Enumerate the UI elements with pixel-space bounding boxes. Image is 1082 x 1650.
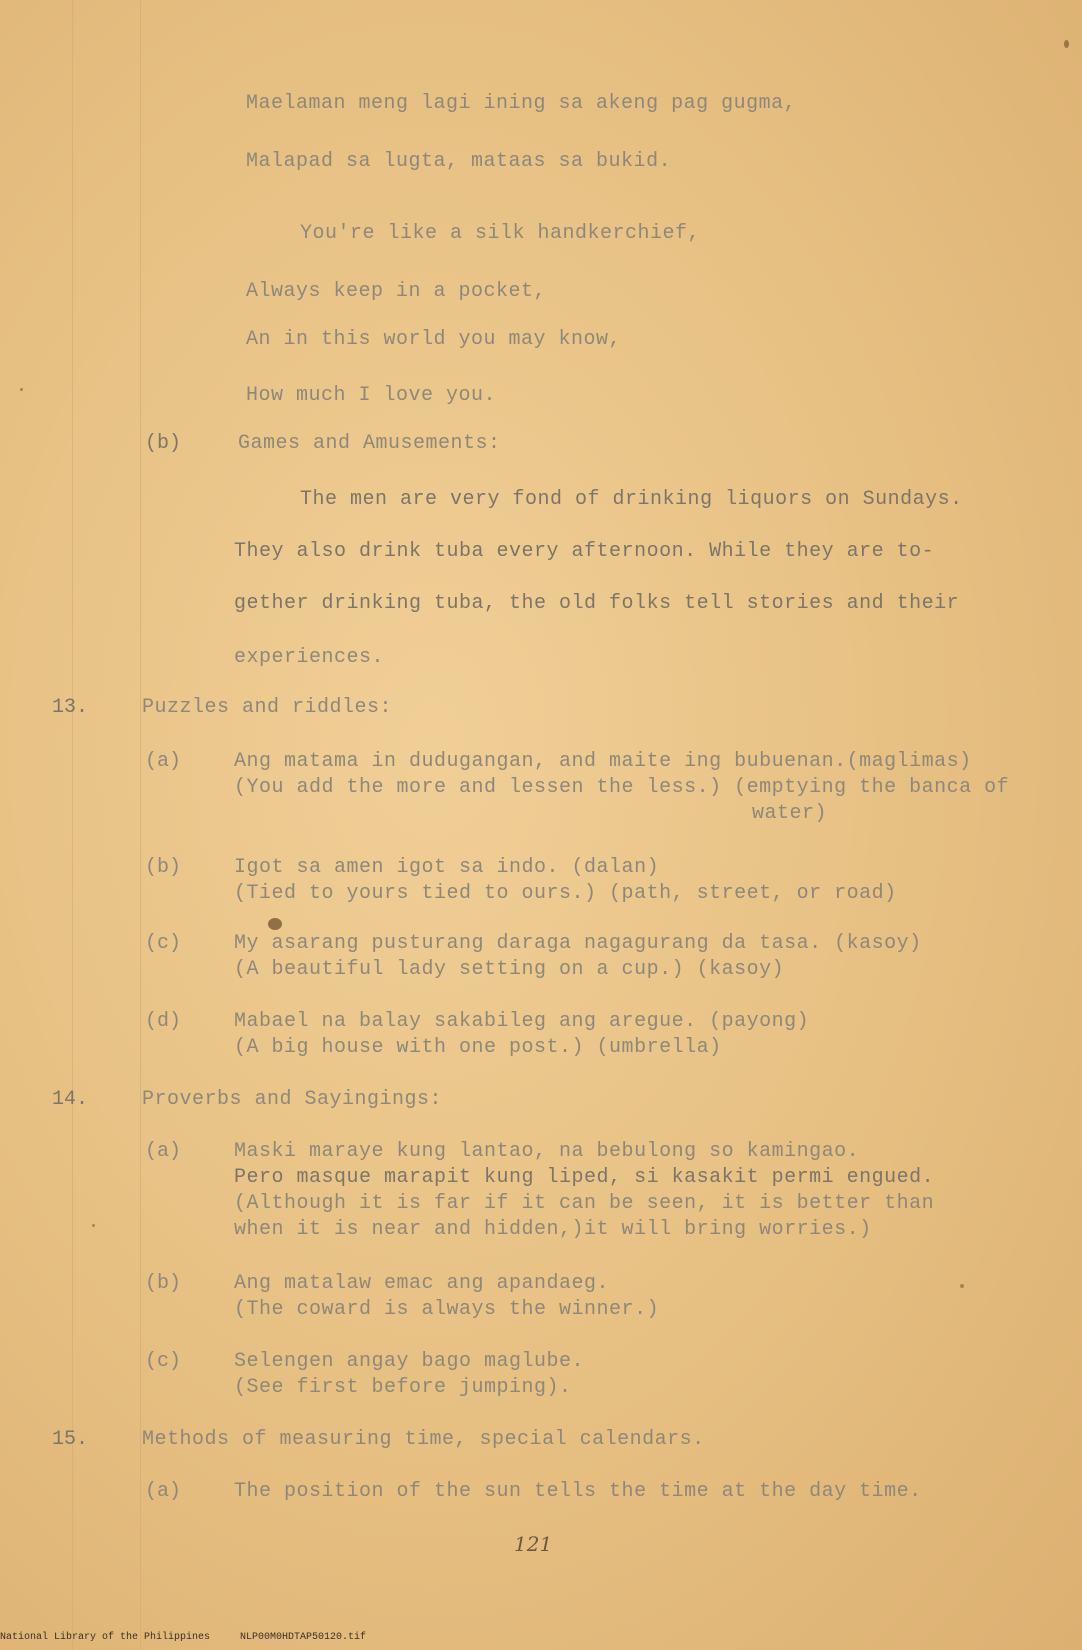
paper-speck (20, 388, 23, 391)
section-number: 13. (52, 696, 89, 719)
scan-footer: National Library of the Philippines NLP00M0HDTAP50120.tif (0, 1632, 367, 1643)
section-number: 14. (52, 1088, 89, 1111)
item-label: (b) (145, 856, 182, 879)
page-number: 121 (514, 1532, 553, 1556)
translation-line: Always keep in a pocket, (246, 280, 547, 303)
translation-line: You're like a silk handkerchief, (300, 222, 701, 245)
item-line: (The coward is always the winner.) (234, 1298, 660, 1321)
item-label: (a) (145, 1480, 182, 1503)
item-line: (A big house with one post.) (umbrella) (234, 1036, 722, 1059)
section-number: 15. (52, 1428, 89, 1451)
games-paragraph-line: They also drink tuba every afternoon. While they are to- (234, 540, 935, 563)
games-label: (b) (145, 432, 182, 455)
section-heading: Puzzles and riddles: (142, 696, 393, 719)
item-line: Ang matama in dudugangan, and maite ing bubuenan.(maglimas) (234, 750, 972, 773)
section-heading: Proverbs and Sayingings: (142, 1088, 443, 1111)
item-label: (c) (145, 932, 182, 955)
song-line: Maelaman meng lagi ining sa akeng pag gugma, (246, 92, 797, 115)
paper-speck (1064, 40, 1069, 48)
item-line: (Tied to yours tied to ours.) (path, street, or road) (234, 882, 897, 905)
games-paragraph-line: The men are very fond of drinking liquors on Sundays. (300, 488, 963, 511)
item-label: (a) (145, 1140, 182, 1163)
item-line: (See first before jumping). (234, 1376, 572, 1399)
item-label: (d) (145, 1010, 182, 1033)
item-line: when it is near and hidden,)it will bring worries.) (234, 1218, 872, 1241)
song-line: Malapad sa lugta, mataas sa bukid. (246, 150, 672, 173)
paper-speck (960, 1284, 964, 1288)
item-label: (b) (145, 1272, 182, 1295)
item-label: (a) (145, 750, 182, 773)
item-line: (Although it is far if it can be seen, it is better than (234, 1192, 935, 1215)
games-paragraph-line: experiences. (234, 646, 385, 669)
item-line: The position of the sun tells the time at the day time. (234, 1480, 922, 1503)
margin-line-left (72, 0, 73, 1650)
games-heading: Games and Amusements: (238, 432, 501, 455)
translation-line: An in this world you may know, (246, 328, 622, 351)
item-line: (You add the more and lessen the less.) (emptying the banca of (234, 776, 1010, 799)
games-paragraph-line: gether drinking tuba, the old folks tell stories and their (234, 592, 960, 615)
item-line: Ang matalaw emac ang apandaeg. (234, 1272, 610, 1295)
item-line: Pero masque marapit kung liped, si kasakit permi engued. (234, 1166, 935, 1189)
item-line: Igot sa amen igot sa indo. (dalan) (234, 856, 660, 879)
item-line: Maski maraye kung lantao, na bebulong so kamingao. (234, 1140, 860, 1163)
paper-speck (92, 1224, 95, 1227)
section-heading: Methods of measuring time, special calendars. (142, 1428, 705, 1451)
item-line: Selengen angay bago maglube. (234, 1350, 585, 1373)
translation-line: How much I love you. (246, 384, 497, 407)
ink-blot (268, 918, 282, 930)
item-line: water) (752, 802, 828, 825)
item-line: Mabael na balay sakabileg ang aregue. (payong) (234, 1010, 810, 1033)
margin-line-inner (140, 0, 141, 1650)
item-label: (c) (145, 1350, 182, 1373)
item-line: (A beautiful lady setting on a cup.) (kasoy) (234, 958, 785, 981)
item-line: My asarang pusturang daraga nagagurang da tasa. (kasoy) (234, 932, 922, 955)
